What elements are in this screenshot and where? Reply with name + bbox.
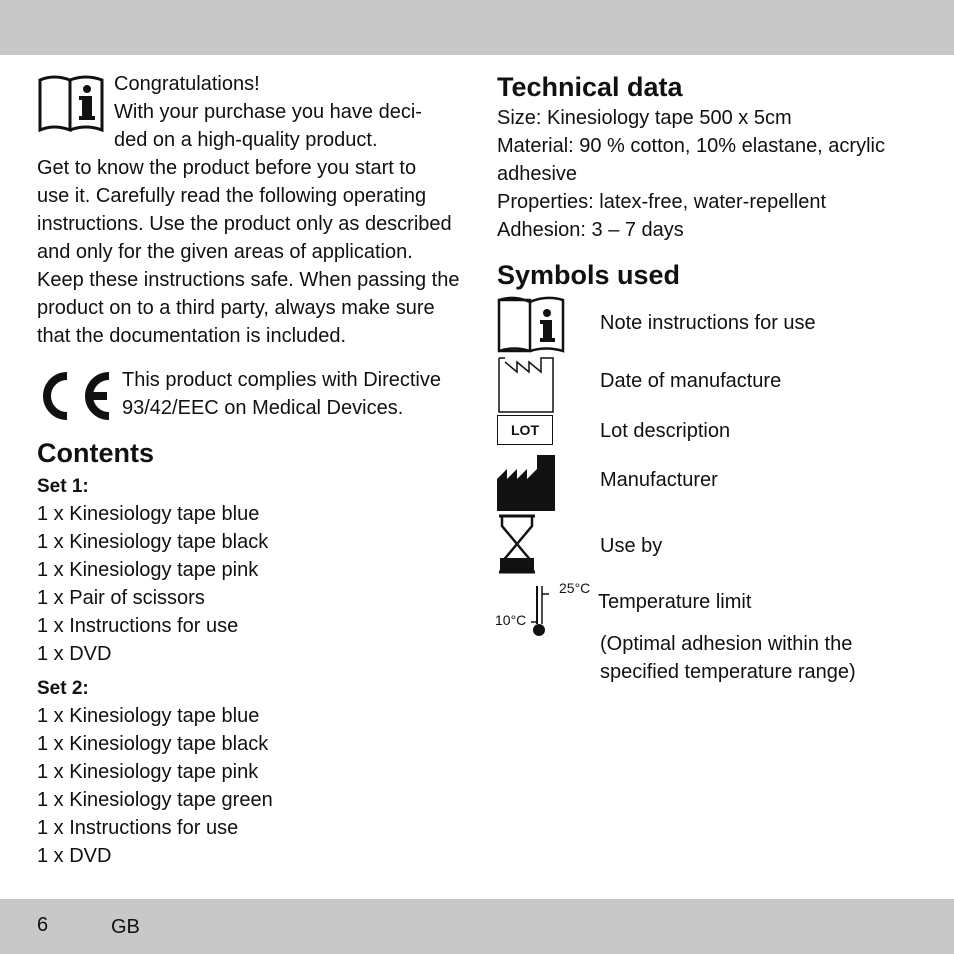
symbols-list — [497, 292, 927, 692]
lot-icon — [497, 415, 553, 445]
list-item: 1 x Kinesiology tape pink — [37, 559, 259, 581]
set1-list — [37, 500, 467, 668]
left-column — [37, 70, 467, 870]
info-book-icon — [497, 296, 567, 354]
list-item: 1 x Pair of scissors — [37, 587, 205, 609]
list-item: 1 x Instructions for use — [37, 615, 239, 637]
list-item: 1 x DVD — [37, 643, 112, 665]
intro-body-line: product on to a third party, always make sure — [37, 297, 435, 319]
symbol-manufacturer-label: Manufacturer — [600, 469, 718, 491]
list-item: 1 x Instructions for use — [37, 817, 239, 839]
intro-line-2: With your purchase you have deci- — [114, 101, 422, 123]
page-number: 6 — [37, 914, 49, 936]
technical-line: Size: Kinesiology tape 500 x 5cm — [497, 107, 792, 129]
ce-section — [37, 366, 467, 436]
contents-title: Contents — [37, 438, 154, 468]
ce-line-1: This product complies with Directive — [122, 369, 441, 391]
list-item: 1 x Kinesiology tape blue — [37, 503, 260, 525]
intro-body-line: Keep these instructions safe. When passing the — [37, 269, 460, 291]
lot-icon-text: LOT — [511, 422, 539, 438]
technical-line: adhesive — [497, 163, 578, 185]
list-item: 1 x Kinesiology tape pink — [37, 761, 259, 783]
list-item: 1 x DVD — [37, 845, 112, 867]
intro-line-1: Congratulations! — [114, 73, 260, 95]
set1-label: Set 1: — [37, 476, 89, 497]
intro-body-line: Get to know the product before you start to — [37, 157, 417, 179]
ce-line-2: 93/42/EEC on Medical Devices. — [122, 397, 404, 419]
technical-line: Adhesion: 3 – 7 days — [497, 219, 684, 241]
manufacturer-icon — [497, 455, 557, 511]
set2-list — [37, 702, 467, 870]
symbol-temperature-label: Temperature limit — [598, 591, 752, 613]
technical-line: Material: 90 % cotton, 10% elastane, acrylic — [497, 135, 885, 157]
technical-line: Properties: latex-free, water-repellent — [497, 191, 827, 213]
set2-label: Set 2: — [37, 678, 89, 699]
hourglass-icon — [497, 514, 537, 574]
intro-body-line: and only for the given areas of application. — [37, 241, 413, 263]
symbol-temp-note-1: (Optimal adhesion within the — [600, 633, 853, 655]
intro-section — [37, 70, 467, 350]
right-column — [497, 70, 927, 692]
temperature-limit-icon — [495, 580, 595, 638]
list-item: 1 x Kinesiology tape blue — [37, 705, 260, 727]
list-item: 1 x Kinesiology tape black — [37, 531, 269, 553]
technical-title: Technical data — [497, 72, 683, 102]
intro-body-line: that the documentation is included. — [37, 325, 347, 347]
list-item: 1 x Kinesiology tape black — [37, 733, 269, 755]
symbol-temp-note-2: specified temperature range) — [600, 661, 856, 683]
header-band — [0, 0, 954, 55]
temp-high-label: 25°C — [559, 580, 591, 596]
language-code: GB — [111, 916, 140, 938]
date-of-manufacture-icon — [497, 356, 557, 414]
intro-body-line: use it. Carefully read the following operating — [37, 185, 427, 207]
symbol-note-label: Note instructions for use — [600, 312, 816, 334]
footer-band — [0, 899, 954, 954]
temp-low-label: 10°C — [495, 612, 527, 628]
intro-body-line: instructions. Use the product only as described — [37, 213, 452, 235]
symbol-lot-label: Lot description — [600, 420, 731, 442]
ce-mark-icon — [37, 370, 113, 422]
symbol-date-label: Date of manufacture — [600, 370, 782, 392]
intro-line-3: ded on a high-quality product. — [114, 129, 378, 151]
symbols-title: Symbols used — [497, 260, 681, 290]
info-book-icon — [37, 72, 105, 132]
list-item: 1 x Kinesiology tape green — [37, 789, 273, 811]
symbol-use-by-label: Use by — [600, 535, 663, 557]
thermometer-icon — [528, 584, 550, 638]
